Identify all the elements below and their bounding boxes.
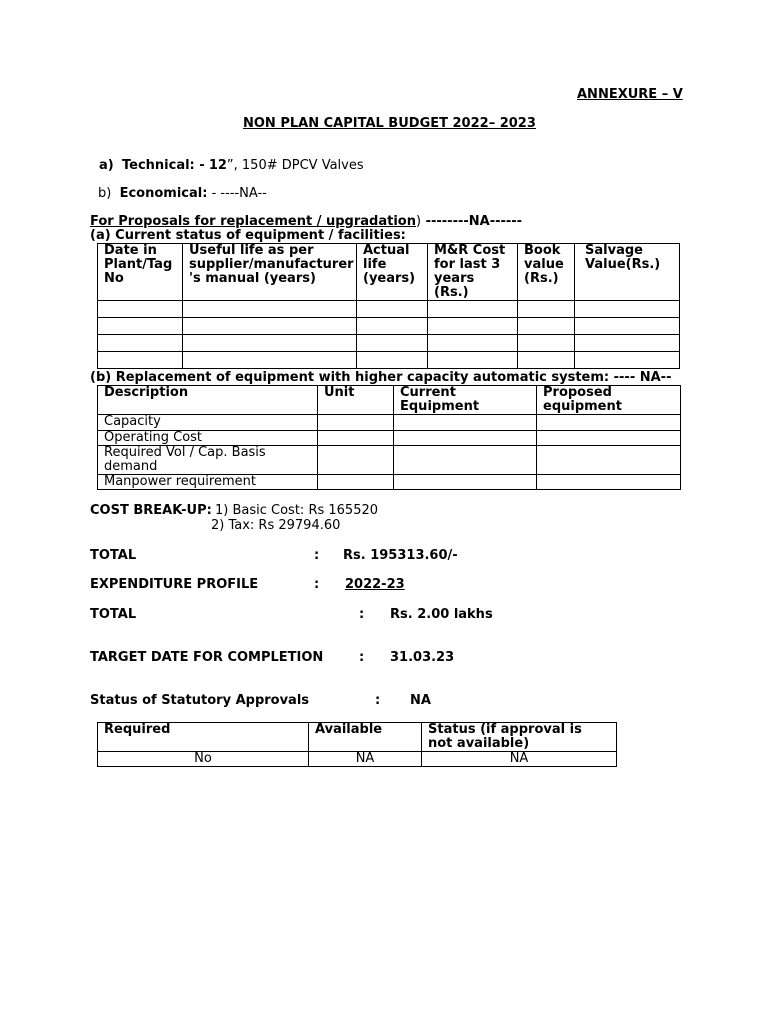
table-row: [98, 752, 617, 767]
proposals-label: For Proposals for replacement / upgradation: [90, 214, 416, 229]
document-title: NON PLAN CAPITAL BUDGET 2022– 2023: [243, 116, 536, 131]
table-cell: [394, 475, 537, 490]
table-cell: Required Vol / Cap. Basis demand: [98, 446, 318, 475]
technical-line: [99, 158, 364, 173]
table-cell: [318, 431, 394, 446]
table-cell: [575, 318, 680, 335]
column-header: Description: [98, 386, 318, 415]
column-header: Current Equipment: [394, 386, 537, 415]
total-label: TOTAL: [90, 548, 137, 563]
table-cell: [394, 431, 537, 446]
table-row: [98, 446, 681, 475]
statutory-value: NA: [410, 693, 431, 708]
table-row: [98, 415, 681, 431]
table-row: [98, 475, 681, 490]
expenditure-colon: :: [314, 577, 320, 592]
table-cell: [518, 352, 575, 369]
annexure-label: ANNEXURE – V: [577, 87, 683, 102]
table-header-row: [98, 386, 681, 415]
table-row: [98, 431, 681, 446]
table-cell: [183, 301, 357, 318]
table-cell: Manpower requirement: [98, 475, 318, 490]
tax-cost: 2) Tax: Rs 29794.60: [211, 518, 341, 533]
table-cell: [98, 318, 183, 335]
column-header: Useful life as per supplier/manufacturer 's manual (years): [183, 244, 357, 301]
column-header: Book value (Rs.): [518, 244, 575, 301]
column-header: Available: [309, 723, 422, 752]
economical-value: - ----NA--: [207, 186, 267, 201]
economical-label: Economical:: [119, 186, 208, 201]
table-cell: Operating Cost: [98, 431, 318, 446]
table-cell: [357, 318, 428, 335]
table-cell: [318, 446, 394, 475]
table-cell: [394, 415, 537, 431]
table-cell: [537, 415, 681, 431]
technical-marker: a): [99, 158, 114, 173]
table-row: [98, 301, 680, 318]
column-header: Status (if approval is not available): [422, 723, 617, 752]
table-cell: [428, 352, 518, 369]
table-cell: [357, 301, 428, 318]
table-cell: [518, 335, 575, 352]
column-header: Salvage Value(Rs.): [575, 244, 680, 301]
total-value: Rs. 195313.60/-: [343, 548, 458, 563]
table-cell: [183, 335, 357, 352]
table-cell: [518, 318, 575, 335]
technical-value: ”, 150# DPCV Valves: [226, 158, 364, 173]
table-cell: [98, 352, 183, 369]
table-cell: No: [98, 752, 309, 767]
economical-line: [98, 186, 267, 201]
total-lakhs-value: Rs. 2.00 lakhs: [390, 607, 493, 622]
replacement-table: [97, 385, 681, 490]
target-date-label: TARGET DATE FOR COMPLETION: [90, 650, 324, 665]
table-cell: [575, 352, 680, 369]
section-b-heading: (b) Replacement of equipment with higher capacity automatic system: ---- NA--: [90, 370, 672, 385]
total-colon: :: [314, 548, 320, 563]
table-row: [98, 318, 680, 335]
column-header: Required: [98, 723, 309, 752]
target-date-value: 31.03.23: [390, 650, 455, 665]
table-cell: [537, 446, 681, 475]
technical-size: 12: [208, 158, 227, 173]
column-header: Actual life (years): [357, 244, 428, 301]
table-cell: [428, 301, 518, 318]
table-cell: [428, 335, 518, 352]
table-cell: [394, 446, 537, 475]
column-header: Unit: [318, 386, 394, 415]
table-cell: [357, 352, 428, 369]
table-cell: [575, 335, 680, 352]
table-cell: Capacity: [98, 415, 318, 431]
total-lakhs-label: TOTAL: [90, 607, 137, 622]
current-status-table: [97, 243, 680, 369]
economical-marker: b): [98, 186, 112, 201]
table-cell: [575, 301, 680, 318]
table-cell: NA: [309, 752, 422, 767]
table-row: [98, 352, 680, 369]
statutory-approvals-table: [97, 722, 617, 767]
target-date-colon: :: [359, 650, 365, 665]
table-cell: [318, 475, 394, 490]
cost-breakup-label: COST BREAK-UP:: [90, 503, 212, 518]
basic-cost: 1) Basic Cost: Rs 165520: [215, 503, 379, 518]
table-cell: [518, 301, 575, 318]
table-header-row: [98, 723, 617, 752]
table-cell: [537, 475, 681, 490]
table-cell: [98, 335, 183, 352]
table-cell: [183, 352, 357, 369]
section-a-heading: (a) Current status of equipment / facilities:: [90, 228, 406, 243]
column-header: Date in Plant/Tag No: [98, 244, 183, 301]
table-cell: [428, 318, 518, 335]
statutory-colon: :: [375, 693, 381, 708]
expenditure-value: 2022-23: [345, 577, 405, 592]
total-lakhs-colon: :: [359, 607, 365, 622]
column-header: M&R Cost for last 3 years (Rs.): [428, 244, 518, 301]
statutory-label: Status of Statutory Approvals: [90, 693, 310, 708]
table-cell: [357, 335, 428, 352]
table-cell: [183, 318, 357, 335]
technical-label: Technical: -: [121, 158, 205, 173]
table-cell: [318, 415, 394, 431]
proposals-line: [90, 214, 522, 229]
proposals-value: --------NA------: [421, 214, 523, 229]
column-header: Proposed equipment: [537, 386, 681, 415]
table-cell: [537, 431, 681, 446]
table-header-row: [98, 244, 680, 301]
proposals-paren: ): [415, 214, 422, 229]
expenditure-label: EXPENDITURE PROFILE: [90, 577, 259, 592]
table-cell: [98, 301, 183, 318]
table-cell: NA: [422, 752, 617, 767]
table-row: [98, 335, 680, 352]
